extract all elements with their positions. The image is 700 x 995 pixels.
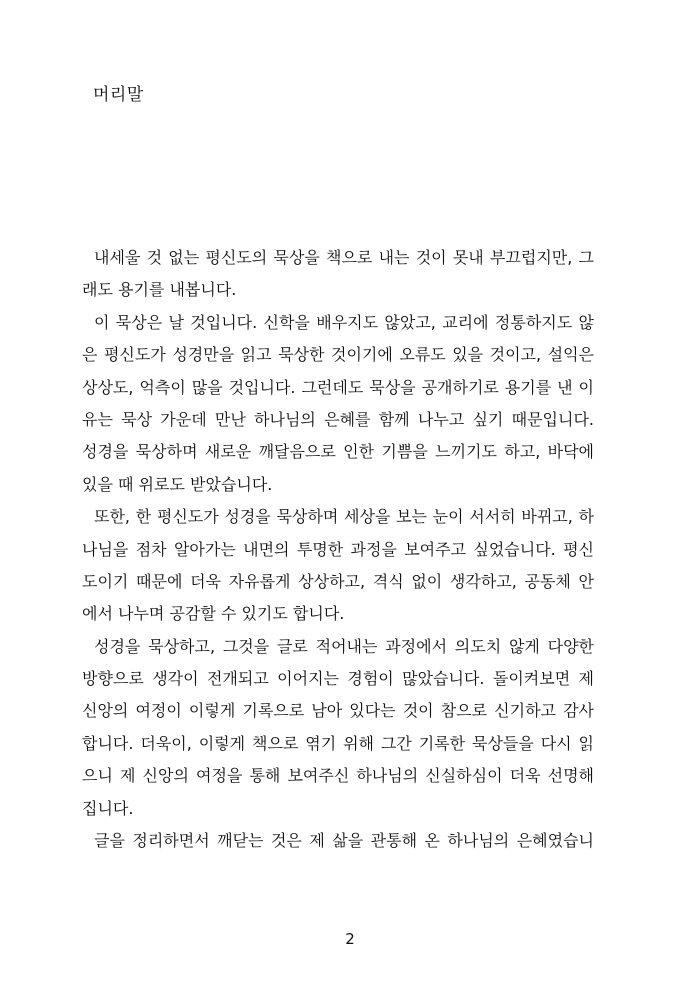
text-line: 상상도, 억측이 많을 것입니다. 그런데도 묵상을 공개하기로 용기를 낸 이: [82, 377, 594, 397]
text-line: 나님을 점차 알아가는 내면의 투명한 과정을 보여주고 싶었습니다. 평신: [82, 539, 594, 559]
page-heading: 머리말: [93, 85, 144, 105]
text-line: 집니다.: [82, 798, 134, 818]
text-line: 으니 제 신앙의 여정을 통해 보여주신 하나님의 신실하심이 더욱 선명해: [82, 766, 594, 786]
text-line: 방향으로 생각이 전개되고 이어지는 경험이 많았습니다. 돌이켜보면 제: [82, 669, 594, 689]
text-line: 성경을 묵상하며 새로운 깨달음으로 인한 기쁨을 느끼기도 하고, 바닥에: [82, 442, 594, 462]
text-line: 있을 때 위로도 받았습니다.: [82, 474, 273, 494]
text-line: 이 묵상은 날 것입니다. 신학을 배우지도 않았고, 교리에 정통하지도 않: [94, 312, 594, 332]
text-line: 에서 나누며 공감할 수 있기도 합니다.: [82, 604, 345, 624]
text-line: 도이기 때문에 더욱 자유롭게 상상하고, 격식 없이 생각하고, 공동체 안: [82, 571, 594, 591]
text-line: 글을 정리하면서 깨닫는 것은 제 삶을 관통해 온 하나님의 은혜였습니: [94, 831, 594, 851]
text-line: 성경을 묵상하고, 그것을 글로 적어내는 과정에서 의도치 않게 다양한: [94, 636, 594, 656]
body-text: [82, 242, 594, 857]
text-line: 래도 용기를 내봅니다.: [82, 280, 237, 300]
text-line: 또한, 한 평신도가 성경을 묵상하며 세상을 보는 눈이 서서히 바뀌고, 하: [94, 507, 594, 527]
text-line: 합니다. 더욱이, 이렇게 책으로 엮기 위해 그간 기록한 묵상들을 다시 읽: [82, 733, 594, 753]
text-line: 유는 묵상 가운데 만난 하나님의 은혜를 함께 나누고 싶기 때문입니다.: [82, 409, 594, 429]
text-line: 은 평신도가 성경만을 읽고 묵상한 것이기에 오류도 있을 것이고, 설익은: [82, 345, 594, 365]
text-line: 내세울 것 없는 평신도의 묵상을 책으로 내는 것이 못내 부끄럽지만, 그: [94, 248, 594, 267]
text-line: 신앙의 여정이 이렇게 기록으로 남아 있다는 것이 참으로 신기하고 감사: [82, 701, 594, 721]
page-number: 2: [345, 930, 355, 948]
